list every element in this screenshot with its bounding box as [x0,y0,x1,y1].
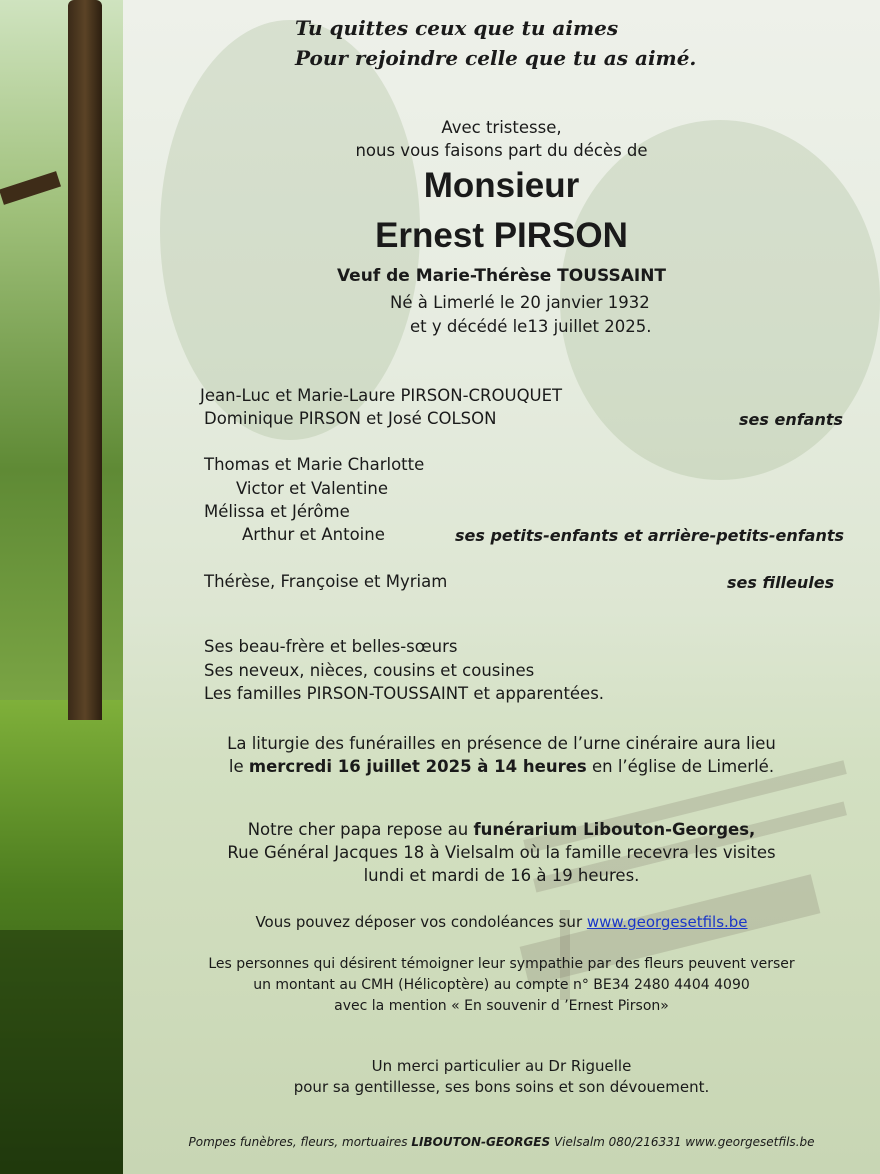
thanks-line-1: Un merci particulier au Dr Riguelle [371,1057,632,1075]
tree-trunk [68,0,102,720]
ceremony-date: mercredi 16 juillet 2025 à 14 heures [248,757,587,776]
rest-line-1: Notre cher papa repose au funérarium Libouton-Georges, [247,820,756,839]
grandchild-1: Thomas et Marie Charlotte [204,455,425,474]
rest-line-2: Rue Général Jacques 18 à Vielsalm où la famille recevra les visites [227,843,776,862]
condolences-line: Vous pouvez déposer vos condoléances sur www.georgesetfils.be [255,913,748,931]
birth-info: Né à Limerlé le 20 janvier 1932 [390,293,650,312]
grandchild-2: Victor et Valentine [236,479,389,498]
funerarium-name: funérarium Libouton-Georges, [473,820,756,839]
ceremony-line-1: La liturgie des funérailles en présence de l’urne cinéraire aura lieu [227,734,776,753]
deceased-spouse: Veuf de Marie-Thérèse TOUSSAINT [336,266,667,286]
announcement-line-1: Avec tristesse, [441,118,562,137]
footer: Pompes funèbres, fleurs, mortuaires LIBOUTON-GEORGES Vielsalm 080/216331 www.georgesetfils.be [188,1135,815,1149]
child-1: Jean-Luc et Marie-Laure PIRSON-CROUQUET [200,386,563,405]
deceased-name: Ernest PIRSON [375,216,628,255]
footer-company: LIBOUTON-GEORGES [411,1135,551,1149]
grandchild-3: Mélissa et Jérôme [204,502,350,521]
condolences-link[interactable]: www.georgesetfils.be [586,913,748,931]
donation-line-3: avec la mention « En souvenir d ’Ernest Pirson» [334,998,669,1014]
announcement-line-2: nous vous faisons part du décès de [355,141,648,160]
grandchild-4: Arthur et Antoine [242,525,385,544]
rest-line-3: lundi et mardi de 16 à 19 heures. [363,866,640,885]
grandchildren-role: ses petits-enfants et arrière-petits-enfants [455,526,845,545]
child-2: Dominique PIRSON et José COLSON [204,409,497,428]
ceremony-line-2: le mercredi 16 juillet 2025 à 14 heures en l’église de Limerlé. [228,757,775,776]
poem-line-2: Pour rejoindre celle que tu as aimé. [295,46,697,70]
thanks-line-2: pour sa gentillesse, ses bons soins et son dévouement. [293,1078,710,1096]
goddaughters-role: ses filleules [727,573,835,592]
tree-shadow [0,930,123,1174]
children-role: ses enfants [739,410,844,429]
death-notice [123,0,880,1174]
donation-line-1: Les personnes qui désirent témoigner leur sympathie par des fleurs peuvent verser [208,956,795,972]
poem-line-1: Tu quittes ceux que tu aimes [295,16,619,40]
relatives-line-1: Ses beau-frère et belles-sœurs [204,637,458,656]
deceased-title: Monsieur [423,166,580,205]
goddaughters: Thérèse, Françoise et Myriam [204,572,448,591]
death-info: et y décédé le13 juillet 2025. [410,317,652,336]
relatives-line-2: Ses neveux, nièces, cousins et cousines [204,661,535,680]
donation-line-2: un montant au CMH (Hélicoptère) au compte n° BE34 2480 4404 4090 [253,977,750,993]
relatives-line-3: Les familles PIRSON-TOUSSAINT et apparentées. [204,684,605,703]
